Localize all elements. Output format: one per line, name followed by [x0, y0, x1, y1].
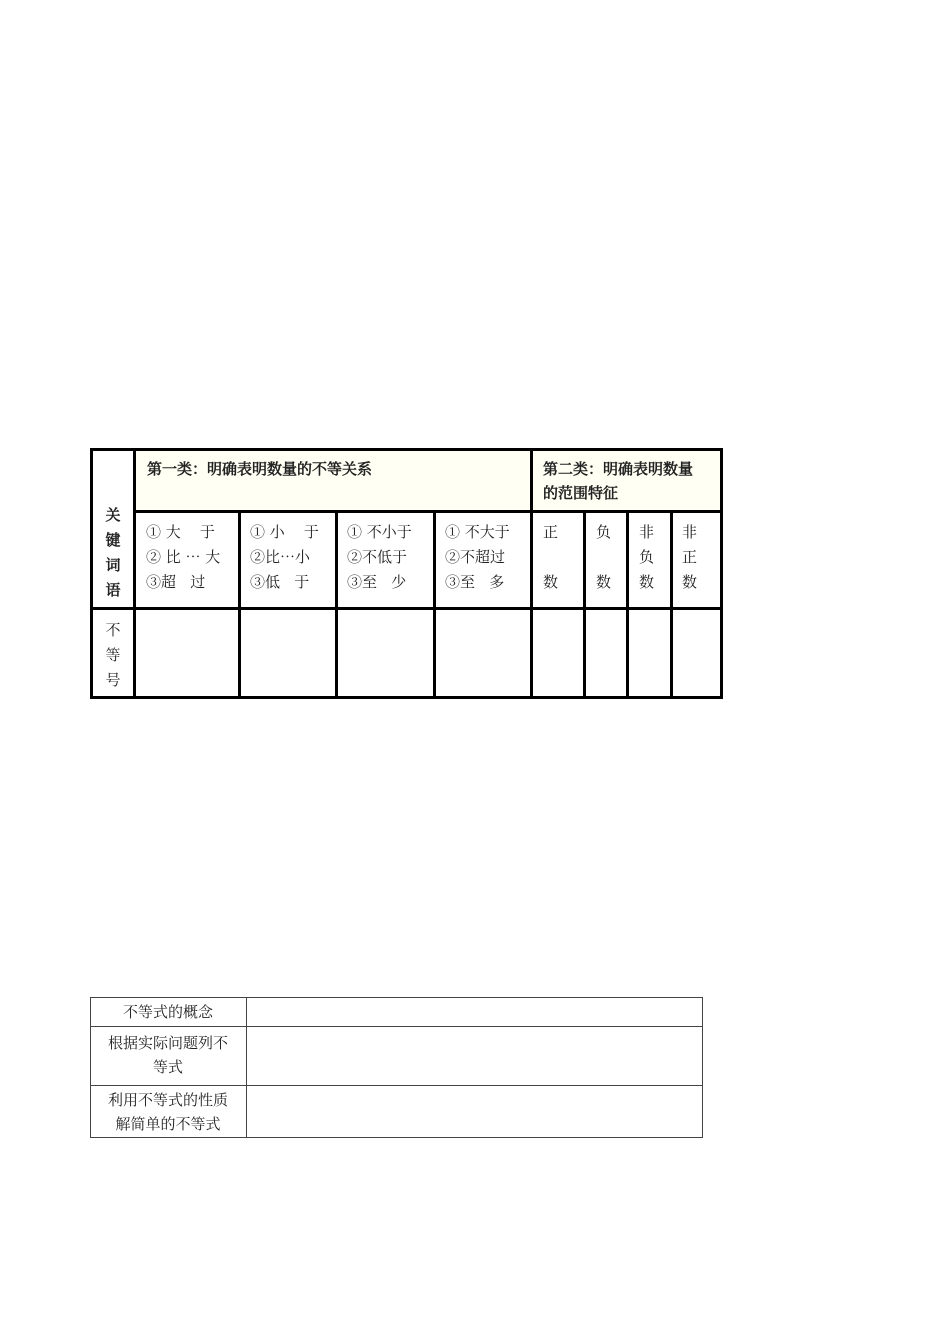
keyword-char: 非 — [639, 523, 655, 541]
keyword-char: 非 — [682, 523, 698, 541]
header-divider — [134, 510, 723, 513]
row-header-char: 语 — [105, 581, 121, 599]
summary-label-write-inequality — [90, 1031, 246, 1079]
keyword-line: ① 不大于 — [445, 523, 510, 541]
keyword-line: ① 不小于 — [347, 523, 412, 541]
summary-value-write-inequality[interactable] — [248, 1028, 703, 1085]
summary-label-concept — [90, 1000, 246, 1024]
symbol-cell-7[interactable] — [629, 610, 670, 696]
symbol-cell-6[interactable] — [586, 610, 626, 696]
summary-value-concept[interactable] — [248, 999, 703, 1026]
keyword-cell-greater — [146, 520, 236, 595]
row-header-char: 等 — [105, 646, 121, 664]
keyword-char: 正 — [682, 548, 698, 566]
keyword-line: ② 比 ⋯ 大 — [146, 548, 221, 566]
keyword-line: ②比⋯小 — [250, 548, 311, 566]
summary-label-line: 利用不等式的性质 — [107, 1091, 228, 1109]
keyword-char: 数 — [682, 573, 698, 591]
row-header-char: 号 — [105, 671, 121, 689]
keyword-cell-not-less — [347, 520, 433, 595]
group2-title-line: 的范围特征 — [543, 484, 619, 502]
summary-border-top — [90, 997, 703, 998]
keyword-cell-less — [250, 520, 336, 595]
keyword-cell-positive — [533, 520, 583, 595]
keyword-char: 正 — [543, 523, 559, 541]
summary-row-divider-2 — [90, 1085, 703, 1086]
keyword-char: 数 — [639, 573, 655, 591]
keyword-cell-negative — [586, 520, 626, 595]
summary-label-line: 根据实际问题列不 — [107, 1034, 228, 1052]
row-header-symbol — [93, 618, 133, 693]
summary-col-divider — [246, 997, 247, 1138]
keyword-char: 数 — [543, 573, 559, 591]
keyword-line: ②不低于 — [347, 548, 408, 566]
row-header-char: 键 — [105, 531, 121, 549]
summary-border-bottom — [90, 1137, 703, 1138]
keyword-line: ① 小 于 — [250, 523, 319, 541]
keyword-inequality-table — [90, 448, 723, 699]
symbol-cell-3[interactable] — [338, 610, 433, 696]
summary-label-line: 解简单的不等式 — [115, 1115, 221, 1133]
keyword-line: ③至 少 — [347, 573, 407, 591]
summary-label-line: 等式 — [152, 1058, 183, 1076]
keyword-cell-not-greater — [445, 520, 531, 595]
symbol-cell-8[interactable] — [673, 610, 720, 696]
table-border-top — [90, 448, 723, 451]
group2-title-line: 第二类：明确表明数量 — [543, 460, 694, 478]
keyword-line: ②不超过 — [445, 548, 506, 566]
keyword-char: 负 — [596, 523, 612, 541]
group2-title — [543, 457, 721, 505]
keyword-char: 数 — [596, 573, 612, 591]
summary-label-line: 不等式的概念 — [122, 1003, 213, 1021]
summary-label-solve-inequality — [90, 1088, 246, 1136]
summary-row-divider-1 — [90, 1026, 703, 1027]
summary-value-solve-inequality[interactable] — [248, 1087, 703, 1137]
keyword-char: 负 — [639, 548, 655, 566]
row-header-char: 词 — [105, 556, 121, 574]
row-header-char: 关 — [105, 506, 121, 524]
row-header-char: 不 — [105, 621, 121, 639]
row-header-keywords — [93, 503, 133, 603]
symbol-cell-1[interactable] — [136, 610, 238, 696]
summary-table — [90, 997, 703, 1138]
symbol-cell-5[interactable] — [533, 610, 583, 696]
keyword-line: ③低 于 — [250, 573, 310, 591]
keyword-line: ③至 多 — [445, 573, 505, 591]
keyword-line: ③超 过 — [146, 573, 206, 591]
symbol-cell-4[interactable] — [436, 610, 530, 696]
keyword-cell-non-positive — [673, 520, 720, 595]
symbol-cell-2[interactable] — [241, 610, 335, 696]
keyword-cell-non-negative — [629, 520, 670, 595]
keyword-line: ① 大 于 — [146, 523, 215, 541]
group1-title: 第一类：明确表明数量的不等关系 — [147, 460, 373, 478]
